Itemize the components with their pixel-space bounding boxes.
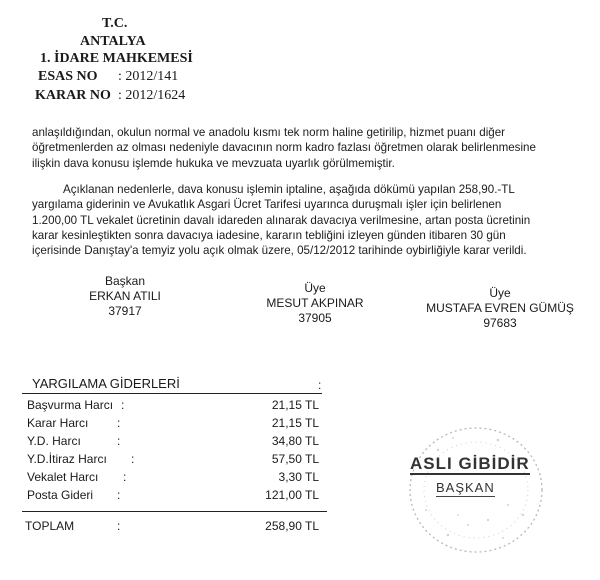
- expense-amount: 3,30 TL: [278, 470, 319, 484]
- expense-row: [27, 416, 327, 432]
- expense-amount: 121,00 TL: [265, 488, 319, 502]
- expense-amount: 34,80 TL: [271, 434, 319, 448]
- signatory-name: MUSTAFA EVREN GÜMÜŞ: [426, 301, 574, 315]
- expense-colon: :: [121, 398, 125, 412]
- paragraph-line: öğretmenlerden az olması nedeniyle davacının norm kadro fazlası öğretmen olarak belirlenmesine: [32, 141, 536, 155]
- esas-label: ESAS NO: [38, 69, 98, 84]
- karar-value: : 2012/1624: [118, 88, 186, 103]
- expense-colon: :: [123, 470, 127, 484]
- expense-label: Y.D.İtiraz Harcı: [27, 452, 107, 466]
- paragraph-line: karar kesinleştikten sonra davacıya iadesine, kararın tebliğini izleyen günden itibaren 30 gün: [32, 228, 506, 242]
- signatory-name: ERKAN ATILI: [89, 289, 161, 303]
- expense-colon: :: [117, 416, 121, 430]
- expense-row: [27, 398, 327, 414]
- expense-colon: :: [117, 488, 121, 502]
- paragraph-2: [32, 182, 530, 258]
- expense-row: [27, 470, 327, 486]
- karar-label: KARAR NO: [35, 88, 111, 103]
- paragraph-line: Açıklanan nedenlerle, dava konusu işlemin iptaline, aşağıda dökümü yapılan 258,90.-TL: [63, 183, 515, 196]
- expense-label: Karar Harcı: [27, 416, 89, 430]
- expenses-heading-colon: :: [318, 378, 322, 392]
- signatory-title: Başkan: [104, 274, 146, 288]
- signatory-member-2: [415, 286, 585, 331]
- signatory-member-1: [250, 281, 380, 326]
- paragraph-line: yargılama giderinin ve Avukatlık Asgari Ücret Tarifesi uyarınca duruşmalı işler için belirlenen: [32, 198, 502, 212]
- expense-label: Vekalet Harcı: [27, 470, 99, 484]
- stamp-line-2: BAŞKAN: [436, 480, 495, 495]
- header-court: 1. İDARE MAHKEMESİ: [40, 51, 193, 66]
- total-label: TOPLAM: [25, 519, 75, 533]
- paragraph-line: içerisinde Danıştay'a temyiz yolu açık olmak üzere, 05/12/2012 tarihinde oybirliğiyle karar verildi.: [32, 244, 527, 258]
- heading-underline: [22, 393, 322, 394]
- expense-colon: :: [117, 434, 121, 448]
- paragraph-1: [32, 125, 536, 171]
- header-city: ANTALYA: [80, 34, 146, 49]
- expense-amount: 21,15 TL: [271, 416, 319, 430]
- total-separator-line: [22, 511, 327, 512]
- paragraph-line: anlaşıldığından, okulun normal ve anadolu kısmı tek norm haline getirilip, hizmet puanı diğer: [32, 126, 506, 139]
- signatory-id: 97683: [483, 316, 517, 330]
- expenses-heading: YARGILAMA GİDERLERİ: [32, 376, 180, 391]
- total-colon: :: [117, 519, 121, 533]
- signatory-id: 37917: [108, 304, 142, 318]
- paragraph-line: ilişkin dava konusu işlemde hukuka ve mevzuata uyarlık görülmemiştir.: [32, 156, 395, 170]
- stamp-line-1: ASLI GİBİDİR: [410, 454, 530, 473]
- expense-label: Posta Gideri: [27, 488, 94, 502]
- expense-colon: :: [131, 452, 135, 466]
- expense-label: Başvurma Harcı: [27, 398, 114, 412]
- signatory-title: Üye: [489, 286, 511, 300]
- expense-row: [27, 452, 327, 468]
- esas-value: : 2012/141: [118, 69, 179, 84]
- signatory-id: 37905: [298, 311, 332, 325]
- expense-row: [27, 488, 327, 504]
- certified-copy-stamp: [398, 420, 548, 560]
- total-row: [27, 519, 327, 535]
- header-tc: T.C.: [102, 16, 128, 31]
- signatory-name: MESUT AKPINAR: [266, 296, 364, 310]
- expense-row: [27, 434, 327, 450]
- signatory-baskan: [60, 274, 190, 319]
- expense-amount: 57,50 TL: [271, 452, 319, 466]
- expense-label: Y.D. Harcı: [27, 434, 81, 448]
- signatory-title: Üye: [304, 281, 326, 295]
- expense-amount: 21,15 TL: [271, 398, 319, 412]
- paragraph-line: 1.200,00 TL vekalet ücretinin davalı idareden alınarak davacıya verilmesine, artan posta ücretinin: [32, 213, 531, 227]
- total-amount: 258,90 TL: [265, 519, 319, 533]
